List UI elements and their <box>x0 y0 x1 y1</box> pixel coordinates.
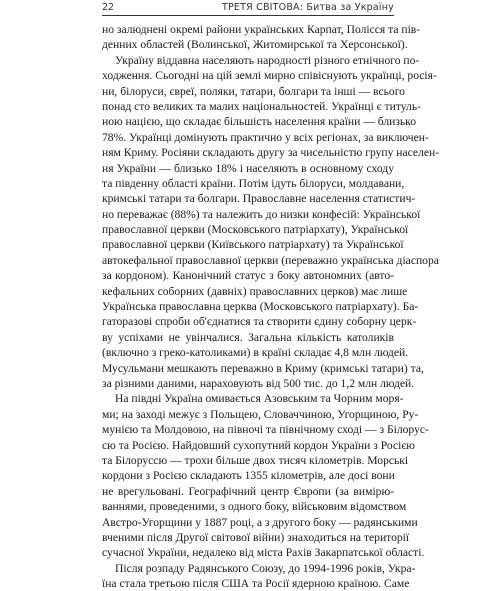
running-header <box>102 2 394 14</box>
text-line: понад сто великих та малих національностей. Українці є титуль- <box>102 99 421 113</box>
text-line: денних областей (Волинської, Житомирської та Херсонської). <box>102 38 408 52</box>
text-line: вченими після Другої світової війни) знаходиться на території <box>102 530 410 544</box>
text-line: сучасної України, недалеко від міста Рахів Закарпатської області. <box>102 546 425 560</box>
text-line: ходження. Сьогодні на цій землі мирно співіснують українці, росія- <box>102 69 437 83</box>
text-line: но переважає (88%) та належить до низки конфесій: Української <box>102 207 421 221</box>
text-line: ни, білоруси, євреї, поляки, татари, болгари та інші — всього <box>102 84 405 98</box>
text-line: кефальних соборних (давніх) православних церков) має лише <box>102 284 408 298</box>
text-line: ву успіхами не увінчалися. Загальна кількість католиків <box>102 330 394 344</box>
text-line: кримські татари та болгари. Православне населення статистич- <box>102 192 416 206</box>
text-line: Австро-Угорщини у 1887 році, а з другого боку — радянськими <box>102 515 418 529</box>
text-line: гаторазові спроби об'єднатися та створити єдину соборну церк- <box>102 315 417 329</box>
text-line: та південну області країни. Потім ідуть білоруси, молдавани, <box>102 176 405 190</box>
running-title: ТРЕТЯ СВІТОВА: Битва за Україну <box>221 2 394 13</box>
text-line: 78%. Українці домінують практично у всіх регіонах, за виключен- <box>102 130 429 144</box>
text-line: ня України — близько 18% і населяють в основному сходу <box>102 161 394 175</box>
text-line: ми; на заході межує з Польщею, Словаччиною, Угорщиною, Ру- <box>102 407 419 421</box>
text-line: православної церкви (Київського патріархату) та Української <box>102 238 404 252</box>
text-line: Українська православна церква (Московського патріархату). Ба- <box>102 300 419 314</box>
text-line: На півдні Україна омивається Азовським та Чорним моря- <box>115 392 404 406</box>
text-line: сю та Росією. Найдовший сухопутний кордон України з Росією <box>102 438 415 452</box>
text-line: автокефальної православної церкви (переважно українська діаспора <box>102 253 439 267</box>
text-line: мунією та Молдовою, на півночі та північному сході — з Білорус- <box>102 423 429 437</box>
text-line: не врегульовані. Географічний центр Європи (за вимірю- <box>102 484 394 498</box>
header-rule <box>102 15 394 16</box>
text-line: їна стала третьою після США та Росії ядерною країною. Саме <box>102 577 410 591</box>
text-line: Мусульмани мешкають переважно в Криму (кримські татари) та, <box>102 361 424 375</box>
page-number: 22 <box>102 2 115 13</box>
text-line: кордони з Росією складають 1355 кілометрів, але досі вони <box>102 469 395 483</box>
text-line: Після розпаду Радянського Союзу, до 1994-1996 років, Укра- <box>115 561 416 575</box>
body-text <box>102 22 440 591</box>
text-line: ням Криму. Росіяни складають другу за чисельністю групу населен- <box>102 146 440 160</box>
text-line: ною нацією, що складає більшість населення країни — близько <box>102 115 417 129</box>
text-line: (включно з греко-католиками) в країні складає 4,8 млн людей. <box>102 346 409 360</box>
text-line: за різними даними, нараховують від 500 тис. до 1,2 млн людей. <box>102 376 415 390</box>
text-line: ваннями, проведеними, з одного боку, військовим відомством <box>102 500 407 514</box>
text-line: православної церкви (Московського патріархату), Української <box>102 223 409 237</box>
text-line: но залюднені окремі райони українських Карпат, Полісся та пів- <box>102 23 421 36</box>
text-line: Україну віддавна населяють народності різного етнічного по- <box>115 53 420 67</box>
text-line: за кордоном). Канонічний статус з боку автономних (авто- <box>102 269 394 283</box>
text-line: та Білоруссю — трохи більше двох тисяч кілометрів. Морські <box>102 453 409 467</box>
